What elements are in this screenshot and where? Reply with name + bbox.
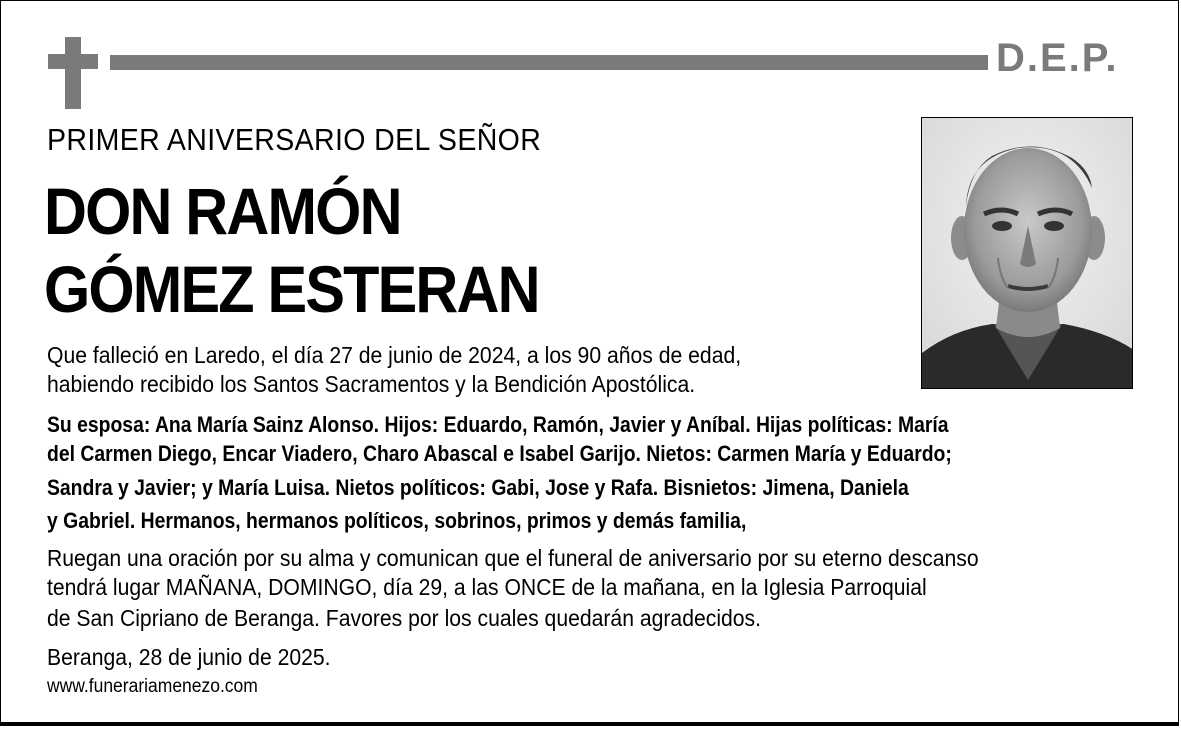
intro-line-1: Que falleció en Laredo, el día 27 de junio de 2024, a los 90 años de edad, [47,342,742,368]
family-line-2: del Carmen Diego, Encar Viadero, Charo Abascal e Isabel Garijo. Nietos: Carmen María y Eduardo; [47,441,952,466]
website-link[interactable]: www.funerariamenezo.com [47,676,258,697]
place-date: Beranga, 28 de junio de 2025. [47,644,331,670]
deceased-name-line2: GÓMEZ ESTERAN [44,252,539,326]
request-line-2: tendrá lugar MAÑANA, DOMINGO, día 29, a las ONCE de la mañana, en la Iglesia Parroquial [47,574,927,600]
dep-label: D.E.P. [996,36,1119,80]
request-line-3: de San Cipriano de Beranga. Favores por los cuales quedarán agradecidos. [47,605,762,631]
family-line-3: Sandra y Javier; y María Luisa. Nietos políticos: Gabi, Jose y Rafa. Bisnietos: Jimena, Daniela [47,475,909,500]
header-rule [110,55,988,70]
cross-icon [48,37,98,109]
family-line-4: y Gabriel. Hermanos, hermanos políticos, sobrinos, primos y demás familia, [47,508,747,533]
request-line-1: Ruegan una oración por su alma y comunican que el funeral de aniversario por su eterno descanso [47,545,979,571]
intro-line-2: habiendo recibido los Santos Sacramentos y la Bendición Apostólica. [47,371,696,397]
family-line-1: Su esposa: Ana María Sainz Alonso. Hijos: Eduardo, Ramón, Javier y Aníbal. Hijas políticas: María [47,412,949,437]
notice-subtitle: PRIMER ANIVERSARIO DEL SEÑOR [47,122,542,157]
portrait-photo [921,117,1133,389]
deceased-name-line1: DON RAMÓN [44,174,401,248]
